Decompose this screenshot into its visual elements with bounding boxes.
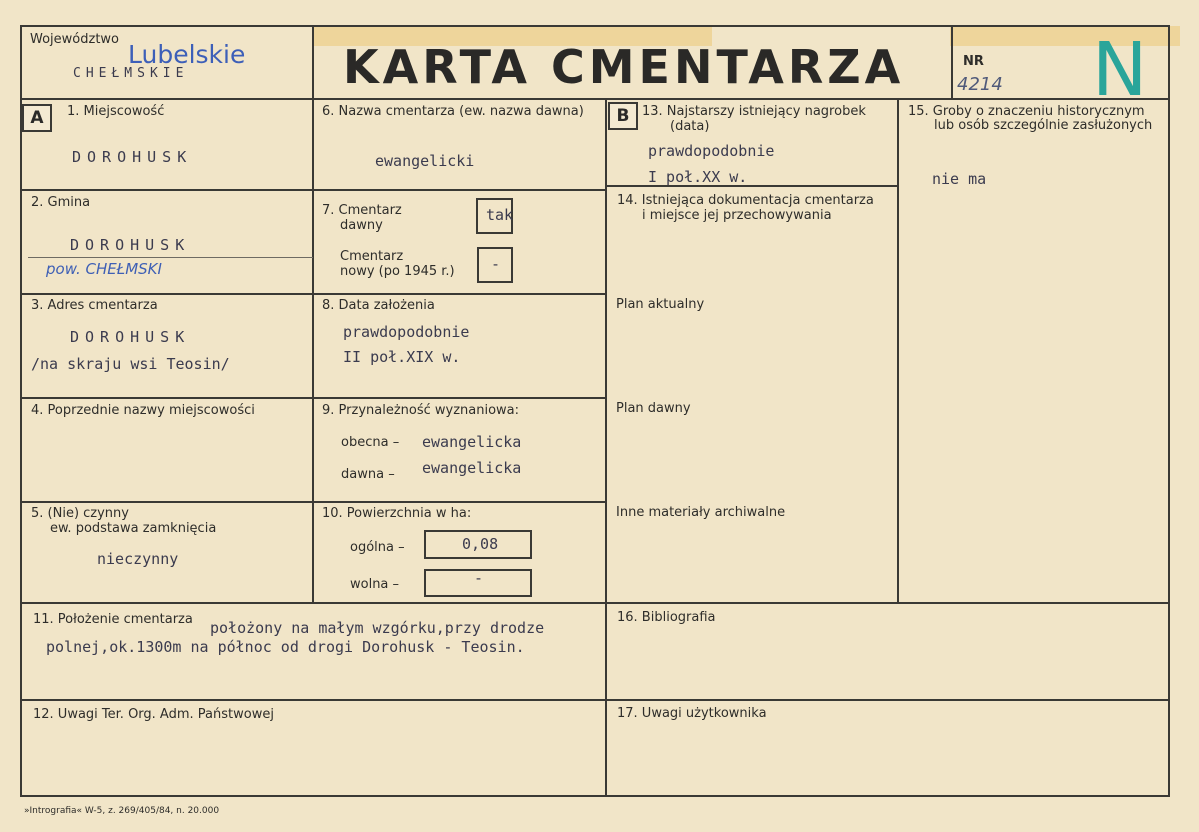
field-12-label: 12. Uwagi Ter. Org. Adm. Państwowej (33, 707, 274, 722)
field-13-value-2: I poł.XX w. (648, 168, 748, 186)
field-14-label-2: i miejsce jej przechowywania (642, 208, 832, 223)
wojewodztwo-label: Województwo (30, 32, 120, 47)
field-7-new-value: - (491, 255, 501, 273)
nr-divider (951, 25, 953, 99)
field-8-value-1: prawdopodobnie (343, 323, 470, 341)
field-7-new-label-1: Cmentarz (340, 249, 404, 264)
field-5-label-1: 5. (Nie) czynny (31, 506, 129, 521)
field-10-free-value: - (474, 569, 484, 587)
field-11-value-2: polnej,ok.1300m na północ od drogi Dorohusk - Teosin. (46, 638, 525, 656)
field-14-plan-current: Plan aktualny (616, 297, 705, 312)
field-8-label: 8. Data założenia (322, 298, 435, 313)
field-11-label: 11. Położenie cmentarza (33, 612, 193, 627)
wojewodztwo-stamp: Lubelskie (128, 40, 246, 69)
field-14-plan-old: Plan dawny (616, 401, 691, 416)
field-2-value: DOROHUSK (70, 236, 191, 254)
field-11-value-1: położony na małym wzgórku,przy drodze (210, 619, 545, 637)
section-b-marker: B (608, 102, 638, 130)
field-14-label-1: 14. Istniejąca dokumentacja cmentarza (617, 193, 874, 208)
col-divider-3 (897, 98, 899, 603)
nr-label: NR (963, 54, 984, 69)
field-9-current-label: obecna – (341, 435, 400, 450)
header-divider (20, 98, 1170, 100)
field-13-value-1: prawdopodobnie (648, 142, 775, 160)
field-15-value: nie ma (932, 170, 987, 188)
section-a-marker: A (22, 104, 52, 132)
field-15-label-1: 15. Groby o znaczeniu historycznym (908, 104, 1145, 119)
field-10-label: 10. Powierzchnia w ha: (322, 506, 472, 521)
field-4-label: 4. Poprzednie nazwy miejscowości (31, 403, 255, 418)
field-14-other-materials: Inne materiały archiwalne (616, 505, 786, 520)
field-9-former-label: dawna – (341, 467, 395, 482)
field-10-total-value: 0,08 (462, 535, 499, 553)
field-6-value: ewangelicki (375, 152, 475, 170)
field-9-label: 9. Przynależność wyznaniowa: (322, 403, 520, 418)
wojewodztwo-typed: CHEŁMSKIE (73, 66, 189, 81)
category-mark: N (1092, 27, 1148, 113)
field-9-current-value: ewangelicka (422, 433, 522, 451)
field-2-handwritten: pow. CHEŁMSKI (46, 260, 162, 278)
field-3-value-1: DOROHUSK (70, 328, 191, 346)
field-7-old-label-2: dawny (340, 218, 383, 233)
row-divider-6 (20, 699, 1170, 701)
field-8-value-2: II poł.XIX w. (343, 348, 461, 366)
field-6-label: 6. Nazwa cmentarza (ew. nazwa dawna) (322, 104, 584, 119)
field-1-label: 1. Miejscowość (67, 104, 165, 119)
field-10-total-label: ogólna – (350, 540, 405, 555)
field-2-label: 2. Gmina (31, 195, 91, 210)
card-title: KARTA CMENTARZA (343, 40, 905, 94)
field-2-underline (28, 257, 313, 258)
field-10-free-label: wolna – (350, 577, 400, 592)
row-divider-5 (20, 602, 1170, 604)
nr-value: 4214 (957, 74, 1003, 95)
field-15-label-2: lub osób szczególnie zasłużonych (934, 118, 1153, 133)
printer-imprint: »Intrografia« W-5, z. 269/405/84, n. 20.000 (24, 806, 220, 816)
field-9-former-value: ewangelicka (422, 459, 522, 477)
field-13-label-1: 13. Najstarszy istniejący nagrobek (642, 104, 866, 119)
field-16-label: 16. Bibliografia (617, 610, 716, 625)
field-17-label: 17. Uwagi użytkownika (617, 706, 767, 721)
field-13-label-2: (data) (670, 119, 710, 134)
field-7-old-label-1: 7. Cmentarz (322, 203, 402, 218)
field-7-new-label-2: nowy (po 1945 r.) (340, 264, 455, 279)
field-3-value-2: /na skraju wsi Teosin/ (31, 355, 230, 373)
field-5-value: nieczynny (97, 550, 179, 568)
field-3-label: 3. Adres cmentarza (31, 298, 158, 313)
col-divider-2 (605, 98, 607, 797)
col-divider-1 (312, 25, 314, 603)
field-7-old-value: tak (486, 206, 514, 224)
field-1-value: DOROHUSK (72, 148, 193, 166)
field-5-label-2: ew. podstawa zamknięcia (50, 521, 217, 536)
